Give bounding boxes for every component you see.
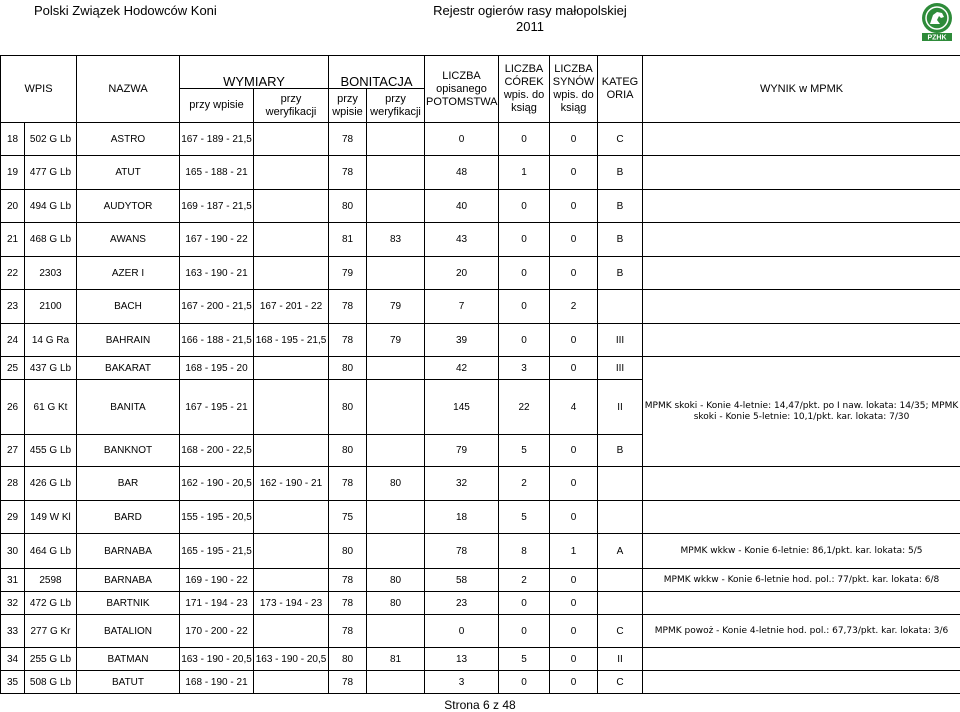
bonitation-verification — [367, 501, 425, 534]
measurements-entry: 168 - 200 - 22,5 — [180, 435, 254, 467]
table-row — [1, 671, 960, 694]
category: B — [598, 156, 643, 190]
sons-count: 0 — [550, 615, 598, 648]
sons-count: 0 — [550, 671, 598, 694]
sons-count: 0 — [550, 223, 598, 257]
daughters-count: 0 — [499, 592, 550, 615]
competition-result — [643, 156, 960, 190]
horse-name: BAKARAT — [77, 357, 180, 380]
daughters-count: 0 — [499, 615, 550, 648]
daughters-count: 0 — [499, 324, 550, 357]
horse-name: BARNABA — [77, 569, 180, 592]
col-wpis: WPIS — [1, 56, 77, 123]
measurements-entry: 155 - 195 - 20,5 — [180, 501, 254, 534]
competition-result — [643, 324, 960, 357]
bonitation-verification — [367, 357, 425, 380]
col-corek: LICZBA CÓREK wpis. do ksiąg — [499, 56, 550, 123]
bonitation-verification: 80 — [367, 467, 425, 501]
category — [598, 569, 643, 592]
measurements-verification — [254, 156, 329, 190]
horse-name: AZER I — [77, 257, 180, 290]
offspring-count: 18 — [425, 501, 499, 534]
registry-number: 477 G Lb — [25, 156, 77, 190]
col-kategoria: KATEG ORIA — [598, 56, 643, 123]
horse-name: BATALION — [77, 615, 180, 648]
offspring-count: 20 — [425, 257, 499, 290]
wpis-number: 28 — [1, 467, 25, 501]
bonitation-entry: 80 — [329, 648, 367, 671]
offspring-count: 40 — [425, 190, 499, 223]
bonitation-verification — [367, 534, 425, 569]
competition-result: MPMK powoż - Konie 4-letnie hod. pol.: 67,73/pkt. kar. lokata: 3/6 — [643, 615, 960, 648]
registry-number: 464 G Lb — [25, 534, 77, 569]
offspring-count: 23 — [425, 592, 499, 615]
page-number: Strona 6 z 48 — [444, 698, 516, 712]
daughters-count: 0 — [499, 223, 550, 257]
daughters-count: 0 — [499, 671, 550, 694]
table-row — [1, 648, 960, 671]
col-potomstwa: LICZBA opisanego POTOMSTWA — [425, 56, 499, 123]
logo-text: PZHK — [927, 34, 947, 42]
registry-number: 468 G Lb — [25, 223, 77, 257]
bonitation-verification — [367, 435, 425, 467]
horse-name: BANITA — [77, 380, 180, 435]
category: III — [598, 357, 643, 380]
measurements-entry: 169 - 187 - 21,5 — [180, 190, 254, 223]
horse-name: BAR — [77, 467, 180, 501]
sons-count: 0 — [550, 592, 598, 615]
daughters-count: 5 — [499, 648, 550, 671]
competition-result — [643, 467, 960, 501]
organization-name: Polski Związek Hodowców Koni — [34, 3, 217, 18]
sons-count: 0 — [550, 648, 598, 671]
sons-count: 0 — [550, 190, 598, 223]
offspring-count: 0 — [425, 615, 499, 648]
offspring-count: 39 — [425, 324, 499, 357]
category — [598, 290, 643, 324]
measurements-entry: 167 - 200 - 21,5 — [180, 290, 254, 324]
category: C — [598, 615, 643, 648]
table-row — [1, 467, 960, 501]
registry-number: 2100 — [25, 290, 77, 324]
bonitation-entry: 78 — [329, 324, 367, 357]
competition-result — [643, 190, 960, 223]
measurements-verification — [254, 257, 329, 290]
daughters-count: 3 — [499, 357, 550, 380]
bonitation-entry: 75 — [329, 501, 367, 534]
measurements-verification: 168 - 195 - 21,5 — [254, 324, 329, 357]
table-row — [1, 156, 960, 190]
daughters-count: 0 — [499, 257, 550, 290]
bonitation-entry: 78 — [329, 615, 367, 648]
register-title-text: Rejestr ogierów rasy małopolskiej — [433, 3, 627, 18]
bonitation-verification — [367, 257, 425, 290]
wpis-number: 34 — [1, 648, 25, 671]
daughters-count: 8 — [499, 534, 550, 569]
measurements-entry: 167 - 195 - 21 — [180, 380, 254, 435]
bonitation-verification — [367, 156, 425, 190]
pzhk-logo — [918, 2, 956, 42]
measurements-entry: 170 - 200 - 22 — [180, 615, 254, 648]
sons-count: 0 — [550, 357, 598, 380]
measurements-verification: 162 - 190 - 21 — [254, 467, 329, 501]
offspring-count: 43 — [425, 223, 499, 257]
measurements-entry: 167 - 190 - 22 — [180, 223, 254, 257]
offspring-count: 145 — [425, 380, 499, 435]
category: C — [598, 123, 643, 156]
wpis-number: 32 — [1, 592, 25, 615]
competition-result — [643, 223, 960, 257]
competition-result — [643, 671, 960, 694]
horse-name: ATUT — [77, 156, 180, 190]
daughters-count: 5 — [499, 501, 550, 534]
horse-name: BATUT — [77, 671, 180, 694]
bonitation-entry: 81 — [329, 223, 367, 257]
registry-number: 149 W Kl — [25, 501, 77, 534]
measurements-verification — [254, 123, 329, 156]
measurements-entry: 166 - 188 - 21,5 — [180, 324, 254, 357]
horse-name: AWANS — [77, 223, 180, 257]
category: B — [598, 257, 643, 290]
col-nazwa: NAZWA — [77, 56, 180, 123]
category — [598, 467, 643, 501]
table-row — [1, 592, 960, 615]
horse-name: AUDYTOR — [77, 190, 180, 223]
offspring-count: 42 — [425, 357, 499, 380]
sons-count: 0 — [550, 501, 598, 534]
registry-number: 2598 — [25, 569, 77, 592]
bonitation-verification: 79 — [367, 290, 425, 324]
col-wymiary: WYMIARY — [180, 56, 329, 89]
bonitation-entry: 78 — [329, 592, 367, 615]
competition-result — [643, 257, 960, 290]
registry-number: 61 G Kt — [25, 380, 77, 435]
sons-count: 1 — [550, 534, 598, 569]
wpis-number: 27 — [1, 435, 25, 467]
table-row — [1, 615, 960, 648]
table-row — [1, 290, 960, 324]
stallion-register-table — [0, 55, 960, 694]
daughters-count: 0 — [499, 190, 550, 223]
horse-name: BANKNOT — [77, 435, 180, 467]
measurements-verification — [254, 190, 329, 223]
horse-name: BARD — [77, 501, 180, 534]
wpis-number: 26 — [1, 380, 25, 435]
bonitation-entry: 78 — [329, 290, 367, 324]
measurements-entry: 168 - 190 - 21 — [180, 671, 254, 694]
table-row — [1, 190, 960, 223]
measurements-entry: 165 - 188 - 21 — [180, 156, 254, 190]
wpis-number: 30 — [1, 534, 25, 569]
category: II — [598, 380, 643, 435]
measurements-verification: 163 - 190 - 20,5 — [254, 648, 329, 671]
horse-name: BAHRAIN — [77, 324, 180, 357]
offspring-count: 78 — [425, 534, 499, 569]
wpis-number: 35 — [1, 671, 25, 694]
sons-count: 0 — [550, 123, 598, 156]
table-row — [1, 324, 960, 357]
register-year: 2011 — [516, 19, 544, 34]
sons-count: 0 — [550, 569, 598, 592]
table-row — [1, 357, 960, 380]
horse-name: BARNABA — [77, 534, 180, 569]
category: A — [598, 534, 643, 569]
offspring-count: 0 — [425, 123, 499, 156]
offspring-count: 3 — [425, 671, 499, 694]
bonitation-verification: 80 — [367, 592, 425, 615]
sons-count: 0 — [550, 156, 598, 190]
measurements-entry: 163 - 190 - 21 — [180, 257, 254, 290]
col-bonitacja-wpis: przy wpisie — [329, 89, 367, 123]
col-wymiary-wpis: przy wpisie — [180, 89, 254, 123]
horse-name: BACH — [77, 290, 180, 324]
wpis-number: 18 — [1, 123, 25, 156]
bonitation-verification — [367, 190, 425, 223]
measurements-verification — [254, 615, 329, 648]
sons-count: 4 — [550, 380, 598, 435]
bonitation-entry: 79 — [329, 257, 367, 290]
category — [598, 592, 643, 615]
competition-result: MPMK wkkw - Konie 6-letnie: 86,1/pkt. kar. lokata: 5/5 — [643, 534, 960, 569]
category: II — [598, 648, 643, 671]
bonitation-entry: 78 — [329, 467, 367, 501]
table-row — [1, 501, 960, 534]
horse-name: BARTNIK — [77, 592, 180, 615]
category: III — [598, 324, 643, 357]
bonitation-entry: 80 — [329, 380, 367, 435]
daughters-count: 0 — [499, 123, 550, 156]
wpis-number: 25 — [1, 357, 25, 380]
col-bonitacja: BONITACJA — [329, 56, 425, 89]
wpis-number: 31 — [1, 569, 25, 592]
daughters-count: 2 — [499, 467, 550, 501]
competition-result — [643, 501, 960, 534]
measurements-verification — [254, 357, 329, 380]
bonitation-entry: 80 — [329, 357, 367, 380]
category — [598, 501, 643, 534]
category: B — [598, 223, 643, 257]
col-wynik: WYNIK w MPMK — [643, 56, 960, 123]
offspring-count: 79 — [425, 435, 499, 467]
daughters-count: 2 — [499, 569, 550, 592]
competition-result: MPMK skoki - Konie 4-letnie: 14,47/pkt. po I naw. lokata: 14/35; MPMK skoki - Konie 5-letnie: 10,1/pkt. kar. lokata: 7/30 — [643, 357, 960, 467]
measurements-entry: 167 - 189 - 21,5 — [180, 123, 254, 156]
offspring-count: 48 — [425, 156, 499, 190]
wpis-number: 22 — [1, 257, 25, 290]
offspring-count: 58 — [425, 569, 499, 592]
bonitation-verification: 80 — [367, 569, 425, 592]
wpis-number: 21 — [1, 223, 25, 257]
bonitation-verification: 83 — [367, 223, 425, 257]
measurements-entry: 162 - 190 - 20,5 — [180, 467, 254, 501]
registry-number: 426 G Lb — [25, 467, 77, 501]
wpis-number: 33 — [1, 615, 25, 648]
registry-number: 508 G Lb — [25, 671, 77, 694]
table-row — [1, 223, 960, 257]
registry-number: 494 G Lb — [25, 190, 77, 223]
daughters-count: 0 — [499, 290, 550, 324]
sons-count: 0 — [550, 435, 598, 467]
horse-name: ASTRO — [77, 123, 180, 156]
table-row — [1, 123, 960, 156]
offspring-count: 7 — [425, 290, 499, 324]
measurements-verification — [254, 380, 329, 435]
registry-number: 277 G Kr — [25, 615, 77, 648]
bonitation-verification — [367, 615, 425, 648]
table-row — [1, 257, 960, 290]
category: B — [598, 190, 643, 223]
col-bonitacja-weryfikacja: przy weryfikacji — [367, 89, 425, 123]
bonitation-verification: 79 — [367, 324, 425, 357]
measurements-entry: 168 - 195 - 20 — [180, 357, 254, 380]
competition-result — [643, 592, 960, 615]
bonitation-verification — [367, 123, 425, 156]
daughters-count: 22 — [499, 380, 550, 435]
daughters-count: 1 — [499, 156, 550, 190]
col-wymiary-weryfikacja: przy weryfikacji — [254, 89, 329, 123]
sons-count: 0 — [550, 467, 598, 501]
col-synow: LICZBA SYNÓW wpis. do ksiąg — [550, 56, 598, 123]
bonitation-verification — [367, 380, 425, 435]
measurements-verification — [254, 671, 329, 694]
table-row — [1, 569, 960, 592]
measurements-entry: 169 - 190 - 22 — [180, 569, 254, 592]
wpis-number: 20 — [1, 190, 25, 223]
registry-number: 472 G Lb — [25, 592, 77, 615]
category: C — [598, 671, 643, 694]
registry-number: 14 G Ra — [25, 324, 77, 357]
daughters-count: 5 — [499, 435, 550, 467]
register-title — [380, 3, 680, 35]
measurements-verification — [254, 569, 329, 592]
bonitation-verification: 81 — [367, 648, 425, 671]
registry-number: 437 G Lb — [25, 357, 77, 380]
wpis-number: 24 — [1, 324, 25, 357]
offspring-count: 32 — [425, 467, 499, 501]
sons-count: 0 — [550, 257, 598, 290]
registry-number: 255 G Lb — [25, 648, 77, 671]
offspring-count: 13 — [425, 648, 499, 671]
measurements-entry: 171 - 194 - 23 — [180, 592, 254, 615]
bonitation-entry: 80 — [329, 435, 367, 467]
measurements-verification — [254, 223, 329, 257]
bonitation-entry: 78 — [329, 569, 367, 592]
bonitation-entry: 78 — [329, 671, 367, 694]
measurements-verification: 167 - 201 - 22 — [254, 290, 329, 324]
sons-count: 0 — [550, 324, 598, 357]
bonitation-entry: 78 — [329, 123, 367, 156]
bonitation-entry: 80 — [329, 190, 367, 223]
table-row — [1, 534, 960, 569]
measurements-entry: 165 - 195 - 21,5 — [180, 534, 254, 569]
wpis-number: 23 — [1, 290, 25, 324]
measurements-verification — [254, 501, 329, 534]
measurements-entry: 163 - 190 - 20,5 — [180, 648, 254, 671]
horse-name: BATMAN — [77, 648, 180, 671]
sons-count: 2 — [550, 290, 598, 324]
category: B — [598, 435, 643, 467]
competition-result: MPMK wkkw - Konie 6-letnie hod. pol.: 77/pkt. kar. lokata: 6/8 — [643, 569, 960, 592]
measurements-verification — [254, 435, 329, 467]
bonitation-entry: 80 — [329, 534, 367, 569]
competition-result — [643, 648, 960, 671]
wpis-number: 19 — [1, 156, 25, 190]
registry-number: 2303 — [25, 257, 77, 290]
measurements-verification: 173 - 194 - 23 — [254, 592, 329, 615]
measurements-verification — [254, 534, 329, 569]
registry-number: 455 G Lb — [25, 435, 77, 467]
bonitation-verification — [367, 671, 425, 694]
competition-result — [643, 290, 960, 324]
competition-result — [643, 123, 960, 156]
registry-number: 502 G Lb — [25, 123, 77, 156]
bonitation-entry: 78 — [329, 156, 367, 190]
wpis-number: 29 — [1, 501, 25, 534]
